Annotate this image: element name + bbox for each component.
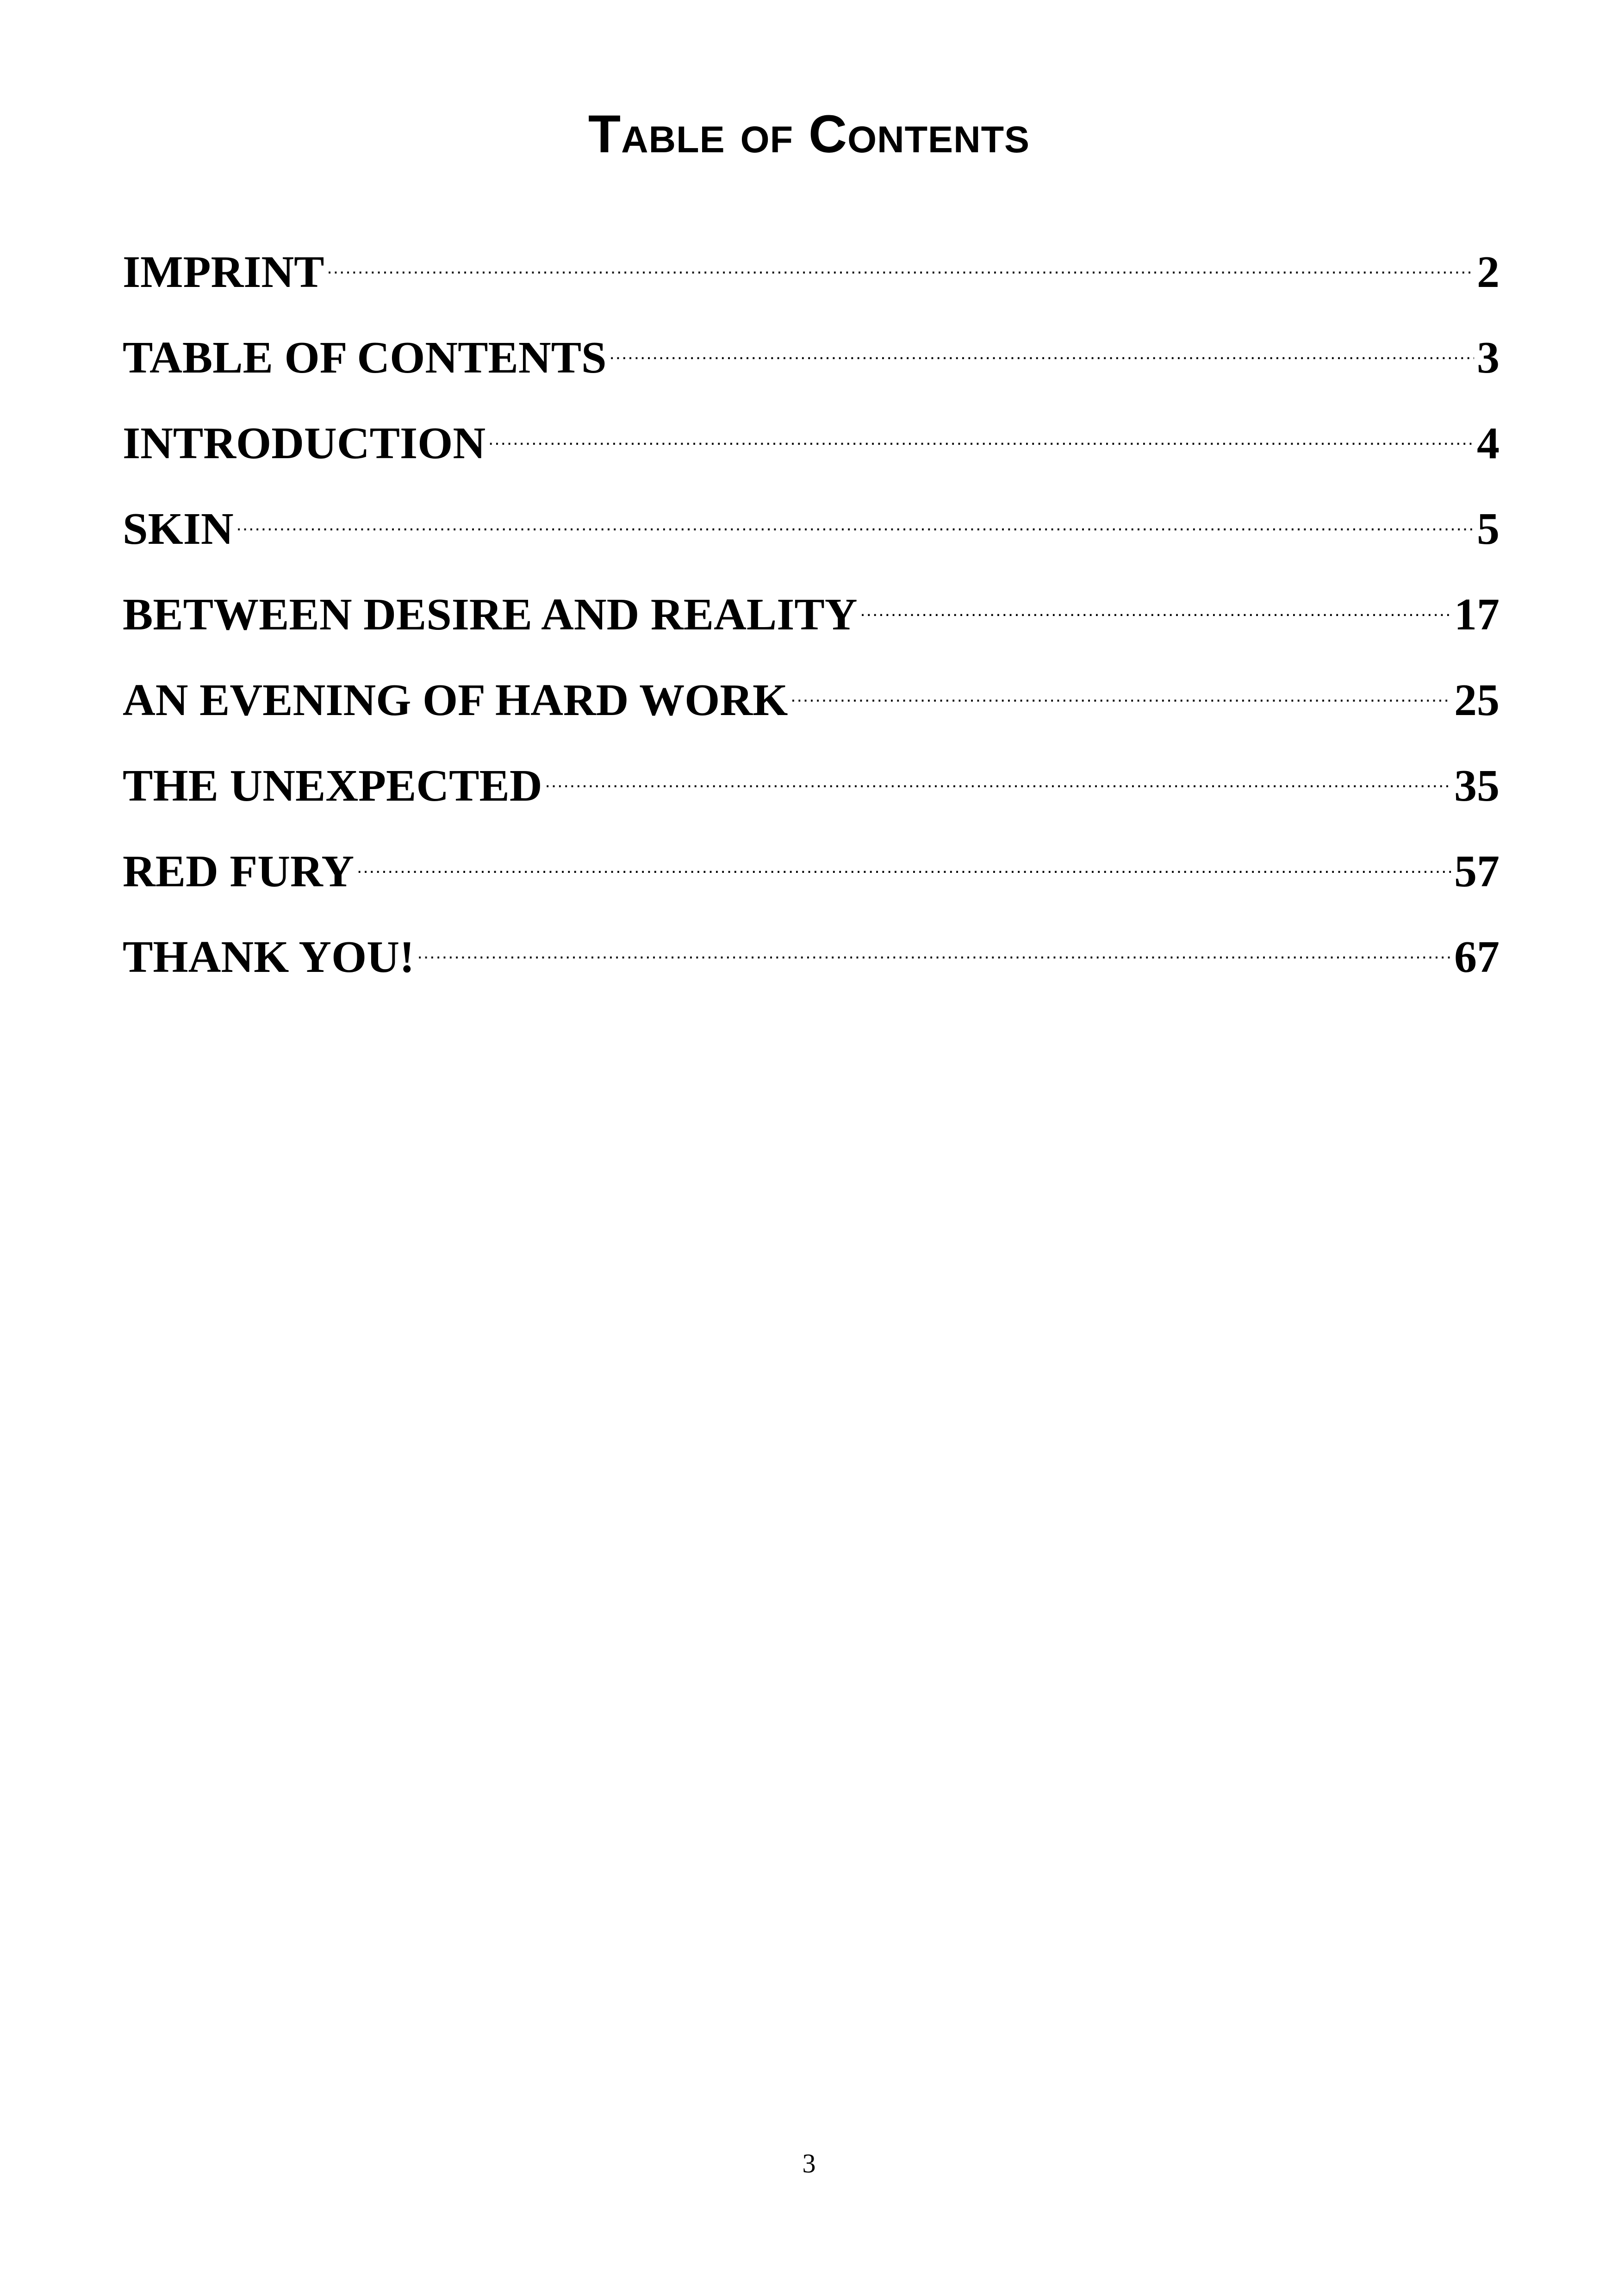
toc-entry-page: 25 [1454,675,1500,725]
toc-entry-page: 5 [1477,504,1500,554]
dot-leader [860,574,1451,629]
toc-entry-label: SKIN [123,504,234,554]
toc-entry [123,488,1500,574]
toc-entry-label: TABLE OF CONTENTS [123,333,607,383]
dot-leader [488,403,1474,458]
toc-entry-page: 57 [1454,846,1500,896]
toc-entry [123,574,1500,660]
toc-entry [123,745,1500,831]
toc-entry-label: INTRODUCTION [123,418,486,468]
toc-entry-page: 17 [1454,590,1500,640]
toc-entry [123,831,1500,916]
dot-leader [327,231,1474,287]
dot-leader [545,745,1451,801]
toc-entry [123,317,1500,403]
dot-leader [610,317,1474,373]
toc-entry-page: 4 [1477,418,1500,468]
toc-entry-label: THE UNEXPECTED [123,761,542,811]
toc-entry [123,916,1500,1002]
toc-list [123,231,1500,1002]
dot-leader [417,916,1451,972]
toc-entry-label: IMPRINT [123,247,324,297]
toc-entry-page: 67 [1454,932,1500,982]
dot-leader [357,831,1451,886]
page-title: Table of Contents [588,105,1030,164]
toc-entry [123,231,1500,317]
toc-entry-label: AN EVENING OF HARD WORK [123,675,788,725]
page-number: 3 [802,2148,816,2178]
dot-leader [790,660,1451,715]
toc-entry-label: THANK YOU! [123,932,415,982]
toc-entry-label: RED FURY [123,846,355,896]
toc-entry-label: BETWEEN DESIRE AND REALITY [123,590,858,640]
dot-leader [236,488,1474,544]
toc-entry-page: 2 [1477,247,1500,297]
toc-entry [123,660,1500,745]
toc-entry [123,403,1500,488]
toc-entry-page: 3 [1477,333,1500,383]
toc-entry-page: 35 [1454,761,1500,811]
